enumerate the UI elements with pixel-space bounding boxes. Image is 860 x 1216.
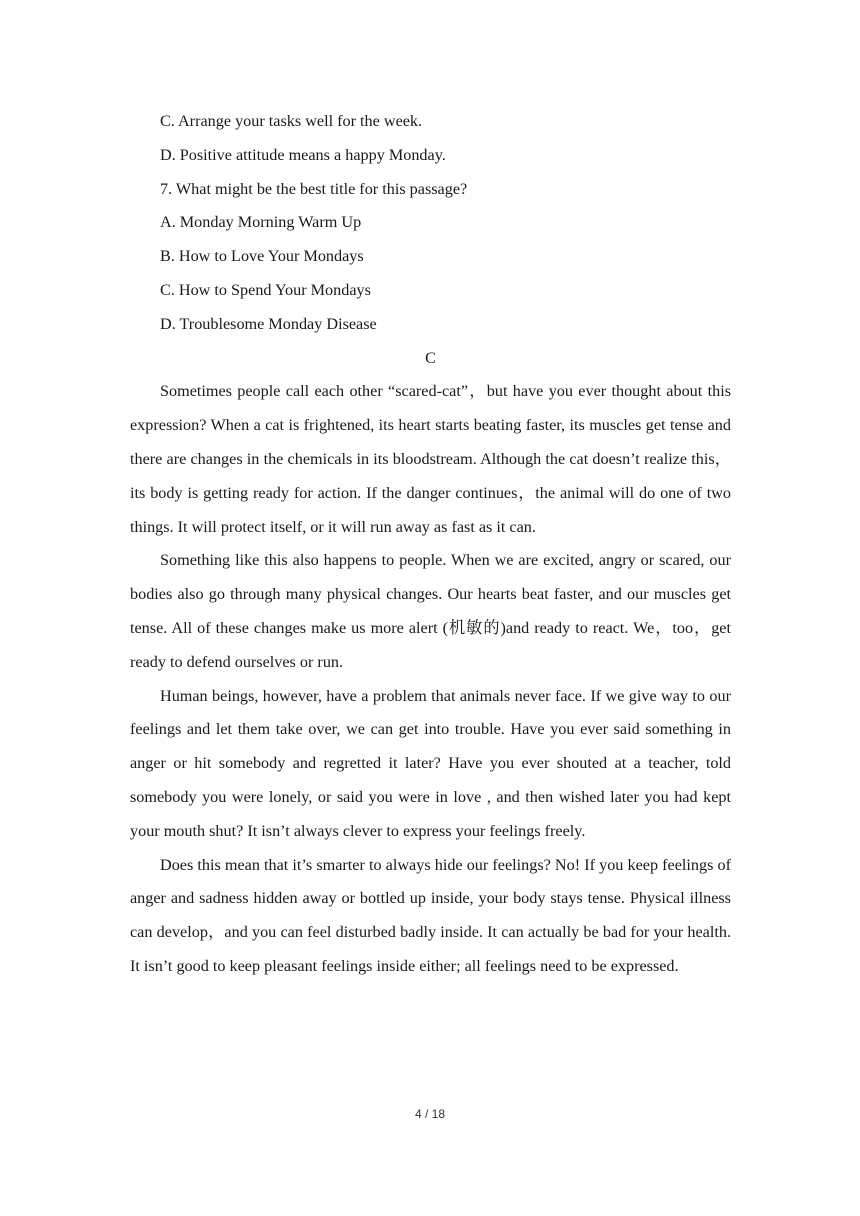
question7-option-d: D. Troublesome Monday Disease (160, 314, 377, 333)
question7-option-a: A. Monday Morning Warm Up (160, 213, 362, 232)
passage-paragraph-4: Does this mean that it’s smarter to always hide our feelings? No! If you keep feelings of anger and sadness hidden away or bottled up inside, your body stays tense. Physical illness can develop，and you can feel disturbed badly inside. It can actually be bad for your health. It isn’t good to keep pleasant feelings inside either; all feelings need to be expressed. (130, 855, 731, 975)
passage-c-heading: C (425, 348, 436, 367)
question6-option-d: D. Positive attitude means a happy Monday. (160, 145, 446, 164)
passage-paragraph-3: Human beings, however, have a problem that animals never face. If we give way to our feelings and let them take over, we can get into trouble. Have you ever said something in anger or hit somebody and regretted it later? Have you ever shouted at a teacher, told somebody you were lonely, or said you were in love , and then wished later you had kept your mouth shut? It isn’t always clever to express your feelings freely. (130, 686, 731, 840)
document-page (130, 105, 731, 984)
question6-option-c: C. Arrange your tasks well for the week. (160, 112, 423, 130)
page-number: 4 / 18 (414, 1107, 446, 1121)
passage-paragraph-1: Sometimes people call each other “scared-cat”，but have you ever thought about this expression? When a cat is frightened, its heart starts beating faster, its muscles get tense and there are changes in the chemicals in its bloodstream. Although the cat doesn’t realize this，its body is getting ready for action. If the danger continues，the animal will do one of two things. It will protect itself, or it will run away as fast as it can. (130, 382, 731, 536)
question7-option-b: B. How to Love Your Mondays (160, 247, 364, 266)
question7-stem: 7. What might be the best title for this passage? (160, 179, 468, 198)
question7-option-c: C. How to Spend Your Mondays (160, 280, 371, 299)
passage-paragraph-2: Something like this also happens to people. When we are excited, angry or scared, our bodies also go through many physical changes. Our hearts beat faster, and our muscles get tense. All of these changes make us more alert (机敏的)and ready to react. We，too，get ready to defend ourselves or run. (130, 551, 731, 671)
